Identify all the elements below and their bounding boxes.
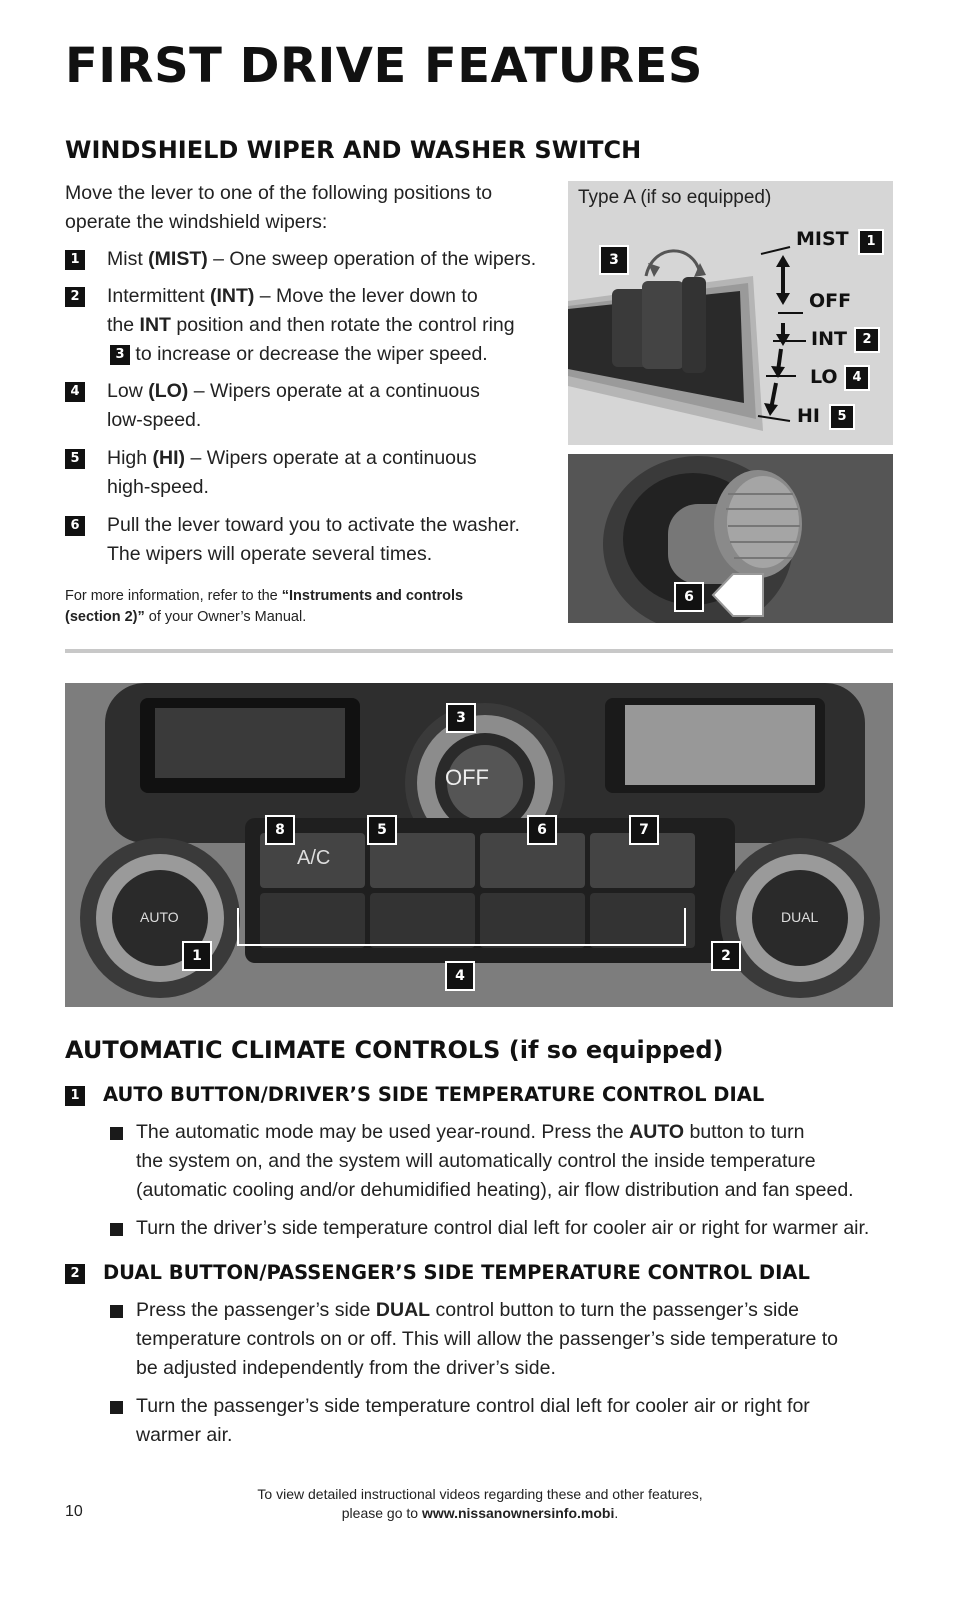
callout-3: 3 — [446, 703, 476, 733]
auto-button-label: AUTO — [140, 909, 179, 925]
list-item: Turn the driver’s side temperature control dial left for cooler air or right for warmer air. — [110, 1214, 890, 1243]
website-link[interactable]: www.nissanownersinfo.mobi — [421, 1505, 615, 1521]
ac-button-label: A/C — [297, 847, 331, 869]
step-number-badge: 1 — [65, 250, 85, 270]
wiper-step-washer: 6 Pull the lever toward you to activate the washer. The wipers will operate several times. — [65, 511, 565, 569]
dual-button-label: DUAL — [781, 909, 819, 925]
off-button-label: OFF — [445, 765, 489, 790]
callout-8: 8 — [265, 815, 295, 845]
auto-dial-subheading: 1 AUTO BUTTON/DRIVER’S SIDE TEMPERATURE CONTROL DIAL — [65, 1083, 764, 1106]
lever-label-off: OFF — [809, 290, 852, 312]
wiper-intro — [65, 179, 555, 237]
type-label: Type A (if so equipped) — [578, 187, 772, 208]
step-number-badge: 4 — [65, 382, 85, 402]
callout-7: 7 — [629, 815, 659, 845]
bullet-square — [110, 1223, 123, 1236]
bullet-square — [110, 1401, 123, 1414]
footer-note: To view detailed instructional videos regarding these and other features, please go to www.nissanownersinfo.mobi. — [257, 1486, 703, 1521]
climate-control-photo — [65, 683, 893, 1007]
lever-badge-lo: 4 — [844, 365, 870, 391]
wiper-lever-diagram — [568, 181, 893, 445]
callout-2: 2 — [711, 941, 741, 971]
wiper-step-lo: 4 Low (LO) – Wipers operate at a continuous low-speed. — [65, 377, 565, 435]
lever-badge-hi: 5 — [829, 404, 855, 430]
wiper-section-heading: WINDSHIELD WIPER AND WASHER SWITCH — [65, 136, 642, 164]
dual-dial-subheading: 2 DUAL BUTTON/PASSENGER’S SIDE TEMPERATURE CONTROL DIAL — [65, 1261, 810, 1284]
subheading-number-badge: 2 — [65, 1264, 85, 1284]
list-item: The automatic mode may be used year-round. Press the AUTO button to turn the system on, and the system will automatically control the inside temperature (automatic cooling and/or dehumidified heating), air flow distribution and fan speed. — [110, 1118, 890, 1205]
wiper-step-int: 2 Intermittent (INT) – Move the lever down to the INT position and then rotate the control ring 3 to increase or decrease the wiper speed. — [65, 282, 565, 369]
wiper-intro-line-2: operate the windshield wipers: — [65, 211, 328, 233]
callout-6: 6 — [527, 815, 557, 845]
step-number-badge: 6 — [65, 516, 85, 536]
callout-4: 4 — [445, 961, 475, 991]
callout-1: 1 — [182, 941, 212, 971]
ring-callout: 3 — [599, 245, 629, 275]
lever-label-mist: MIST — [796, 228, 849, 250]
washer-callout: 6 — [674, 582, 704, 612]
page-number: 10 — [65, 1503, 83, 1520]
wiper-step-hi: 5 High (HI) – Wipers operate at a continuous high-speed. — [65, 444, 565, 502]
step-number-badge: 2 — [65, 287, 85, 307]
list-item: Press the passenger’s side DUAL control button to turn the passenger’s side temperature controls on or off. This will allow the passenger’s side temperature to be adjusted independently from the driver’s side. — [110, 1296, 890, 1383]
lever-label-hi: HI — [797, 405, 820, 427]
bullet-square — [110, 1305, 123, 1318]
callout-5: 5 — [367, 815, 397, 845]
list-item: Turn the passenger’s side temperature control dial left for cooler air or right for warmer air. — [110, 1392, 890, 1450]
page-title: FIRST DRIVE FEATURES — [65, 38, 703, 94]
lever-label-lo: LO — [810, 366, 838, 388]
climate-section-heading: AUTOMATIC CLIMATE CONTROLS (if so equipped) — [65, 1036, 724, 1064]
inline-number-badge: 3 — [110, 345, 130, 365]
lever-badge-mist: 1 — [858, 229, 884, 255]
lever-badge-int: 2 — [854, 327, 880, 353]
subheading-number-badge: 1 — [65, 1086, 85, 1106]
washer-lever-photo — [568, 454, 893, 623]
step-number-badge: 5 — [65, 449, 85, 469]
manual-reference-note: For more information, refer to the “Instruments and controls (section 2)” of your Owner’s Manual. — [65, 588, 464, 625]
bullet-square — [110, 1127, 123, 1140]
wiper-intro-line-1: Move the lever to one of the following positions to — [65, 182, 493, 204]
section-divider — [65, 649, 893, 653]
lever-label-int: INT — [811, 328, 847, 350]
wiper-step-mist: 1 Mist (MIST) – One sweep operation of the wipers. — [65, 245, 565, 274]
